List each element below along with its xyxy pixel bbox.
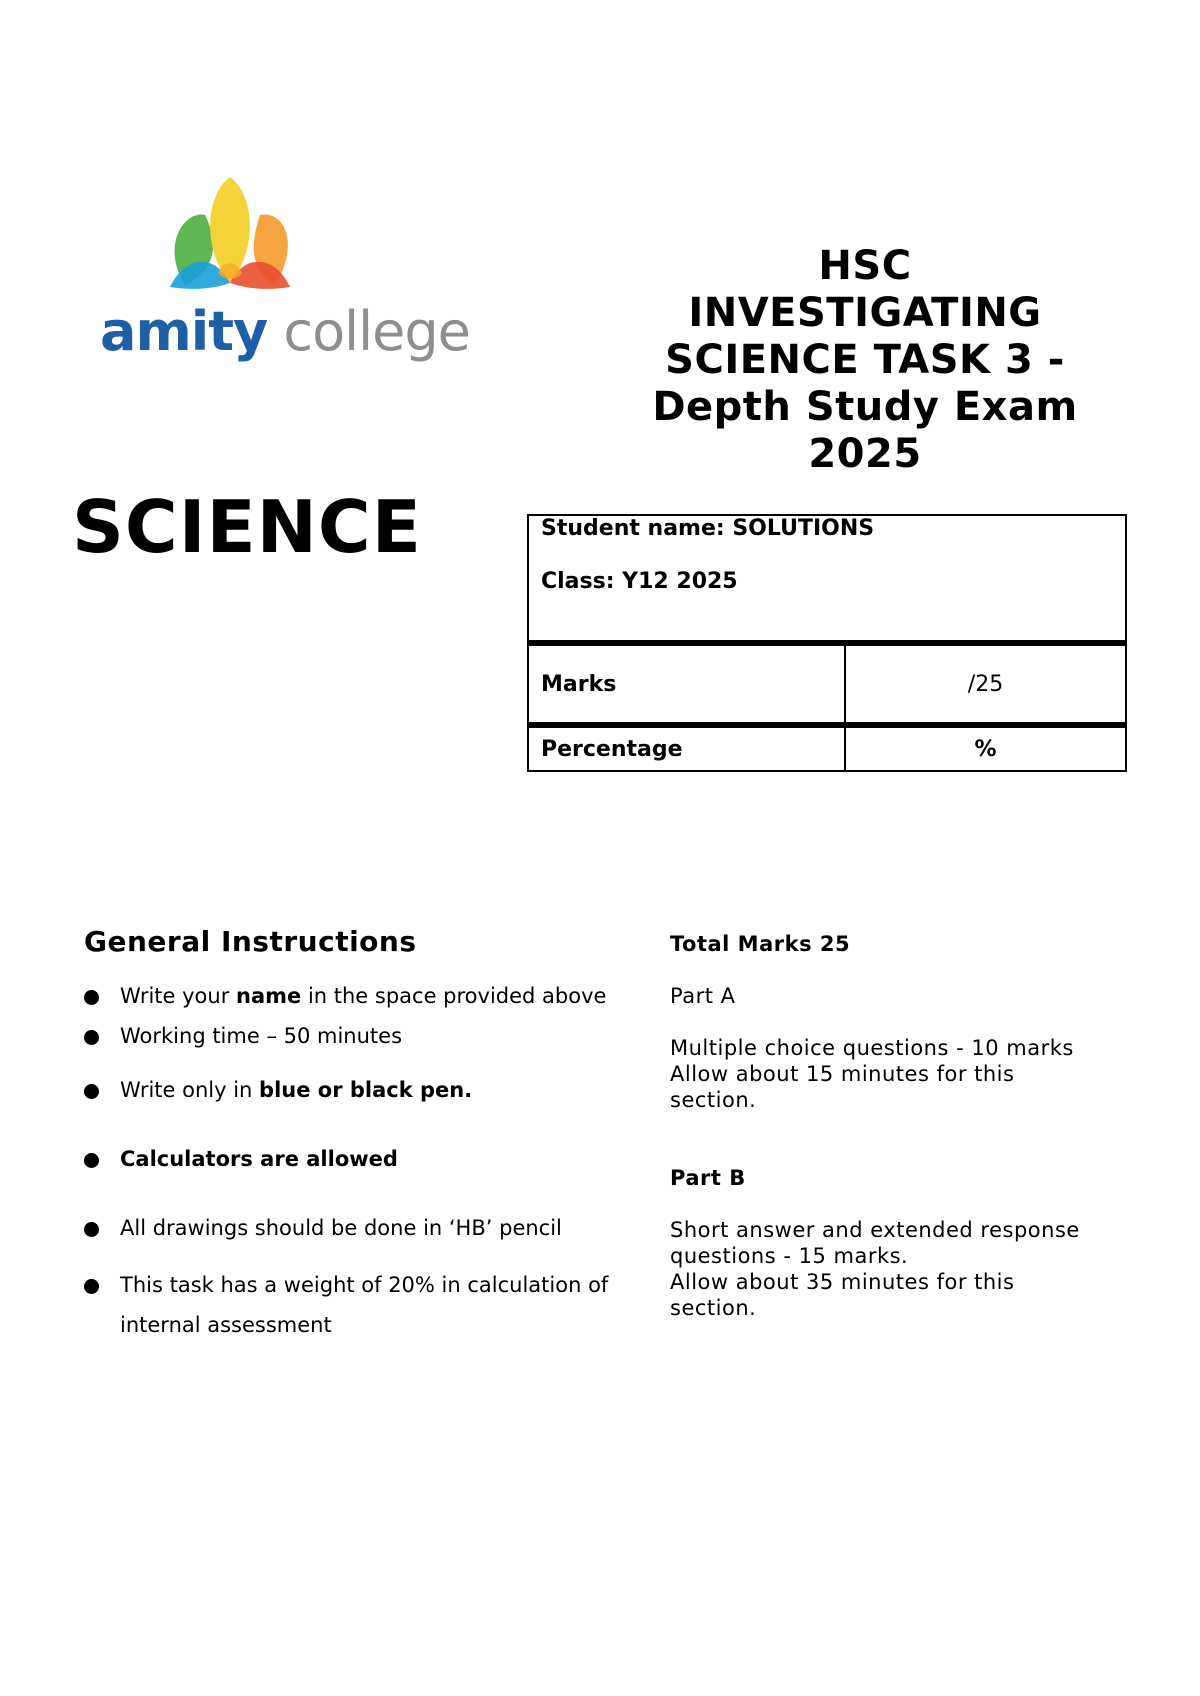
part-a-description: Multiple choice questions - 10 marks bbox=[670, 1036, 1074, 1060]
part-b-description: Allow about 35 minutes for this bbox=[670, 1270, 1015, 1294]
exam-title-line: INVESTIGATING bbox=[688, 290, 1042, 336]
bullet-icon bbox=[84, 1084, 99, 1099]
bullet-icon bbox=[84, 1153, 99, 1168]
instruction-item bbox=[84, 1208, 562, 1248]
part-a-title: Part A bbox=[670, 984, 736, 1008]
marks-label: Marks bbox=[529, 646, 846, 722]
instruction-item bbox=[84, 1070, 472, 1110]
exam-title-line: HSC bbox=[818, 243, 912, 289]
percentage-value: % bbox=[974, 736, 997, 762]
part-a-description: Allow about 15 minutes for this bbox=[670, 1062, 1015, 1086]
amity-college-logo bbox=[90, 175, 470, 375]
instruction-item bbox=[84, 1139, 398, 1179]
percentage-label: Percentage bbox=[529, 728, 846, 770]
instruction-text: This task has a weight of 20% in calculation of bbox=[120, 1273, 609, 1297]
subject-title: SCIENCE bbox=[72, 485, 422, 569]
instruction-text-bold: blue or black pen. bbox=[259, 1078, 473, 1102]
instruction-item bbox=[84, 1016, 402, 1056]
instruction-text: Write only in bbox=[120, 1078, 260, 1102]
bullet-icon bbox=[84, 1030, 99, 1045]
exam-title bbox=[640, 243, 1090, 478]
part-b-title: Part B bbox=[670, 1166, 746, 1190]
student-name-field: Student name: SOLUTIONS bbox=[541, 516, 875, 541]
instruction-text: internal assessment bbox=[120, 1313, 332, 1337]
instruction-text: Working time – 50 minutes bbox=[120, 1024, 403, 1048]
marks-row bbox=[529, 640, 1125, 722]
student-info-table bbox=[527, 514, 1127, 772]
total-marks: Total Marks 25 bbox=[670, 932, 851, 956]
part-a-description: section. bbox=[670, 1088, 757, 1112]
bullet-icon bbox=[84, 1222, 99, 1237]
exam-title-line: SCIENCE TASK 3 - bbox=[665, 337, 1065, 383]
class-field: Class: Y12 2025 bbox=[541, 569, 738, 594]
exam-title-line: Depth Study Exam bbox=[652, 384, 1078, 430]
instruction-item bbox=[84, 976, 606, 1016]
marks-value: /25 bbox=[967, 671, 1004, 697]
instruction-text: in the space provided above bbox=[301, 984, 607, 1008]
instruction-text-bold: name bbox=[236, 984, 302, 1008]
part-b-description: section. bbox=[670, 1296, 757, 1320]
instruction-text: All drawings should be done in ‘HB’ pencil bbox=[120, 1216, 562, 1240]
lotus-flower-icon bbox=[90, 175, 470, 295]
instruction-item-continued bbox=[84, 1305, 332, 1345]
bullet-icon bbox=[84, 1279, 99, 1294]
general-instructions-heading: General Instructions bbox=[84, 925, 417, 958]
exam-title-line: 2025 bbox=[808, 431, 922, 477]
instruction-text-bold: Calculators are allowed bbox=[120, 1147, 398, 1171]
student-details bbox=[529, 516, 1125, 640]
logo-word-college: college bbox=[283, 300, 470, 363]
percentage-row bbox=[529, 722, 1125, 770]
part-b-description: questions - 15 marks. bbox=[670, 1244, 909, 1268]
logo-wordmark bbox=[100, 300, 470, 363]
instruction-item bbox=[84, 1265, 608, 1305]
part-b-description: Short answer and extended response bbox=[670, 1218, 1080, 1242]
bullet-icon bbox=[84, 990, 99, 1005]
logo-word-amity: amity bbox=[100, 300, 268, 363]
instruction-text: Write your bbox=[120, 984, 237, 1008]
